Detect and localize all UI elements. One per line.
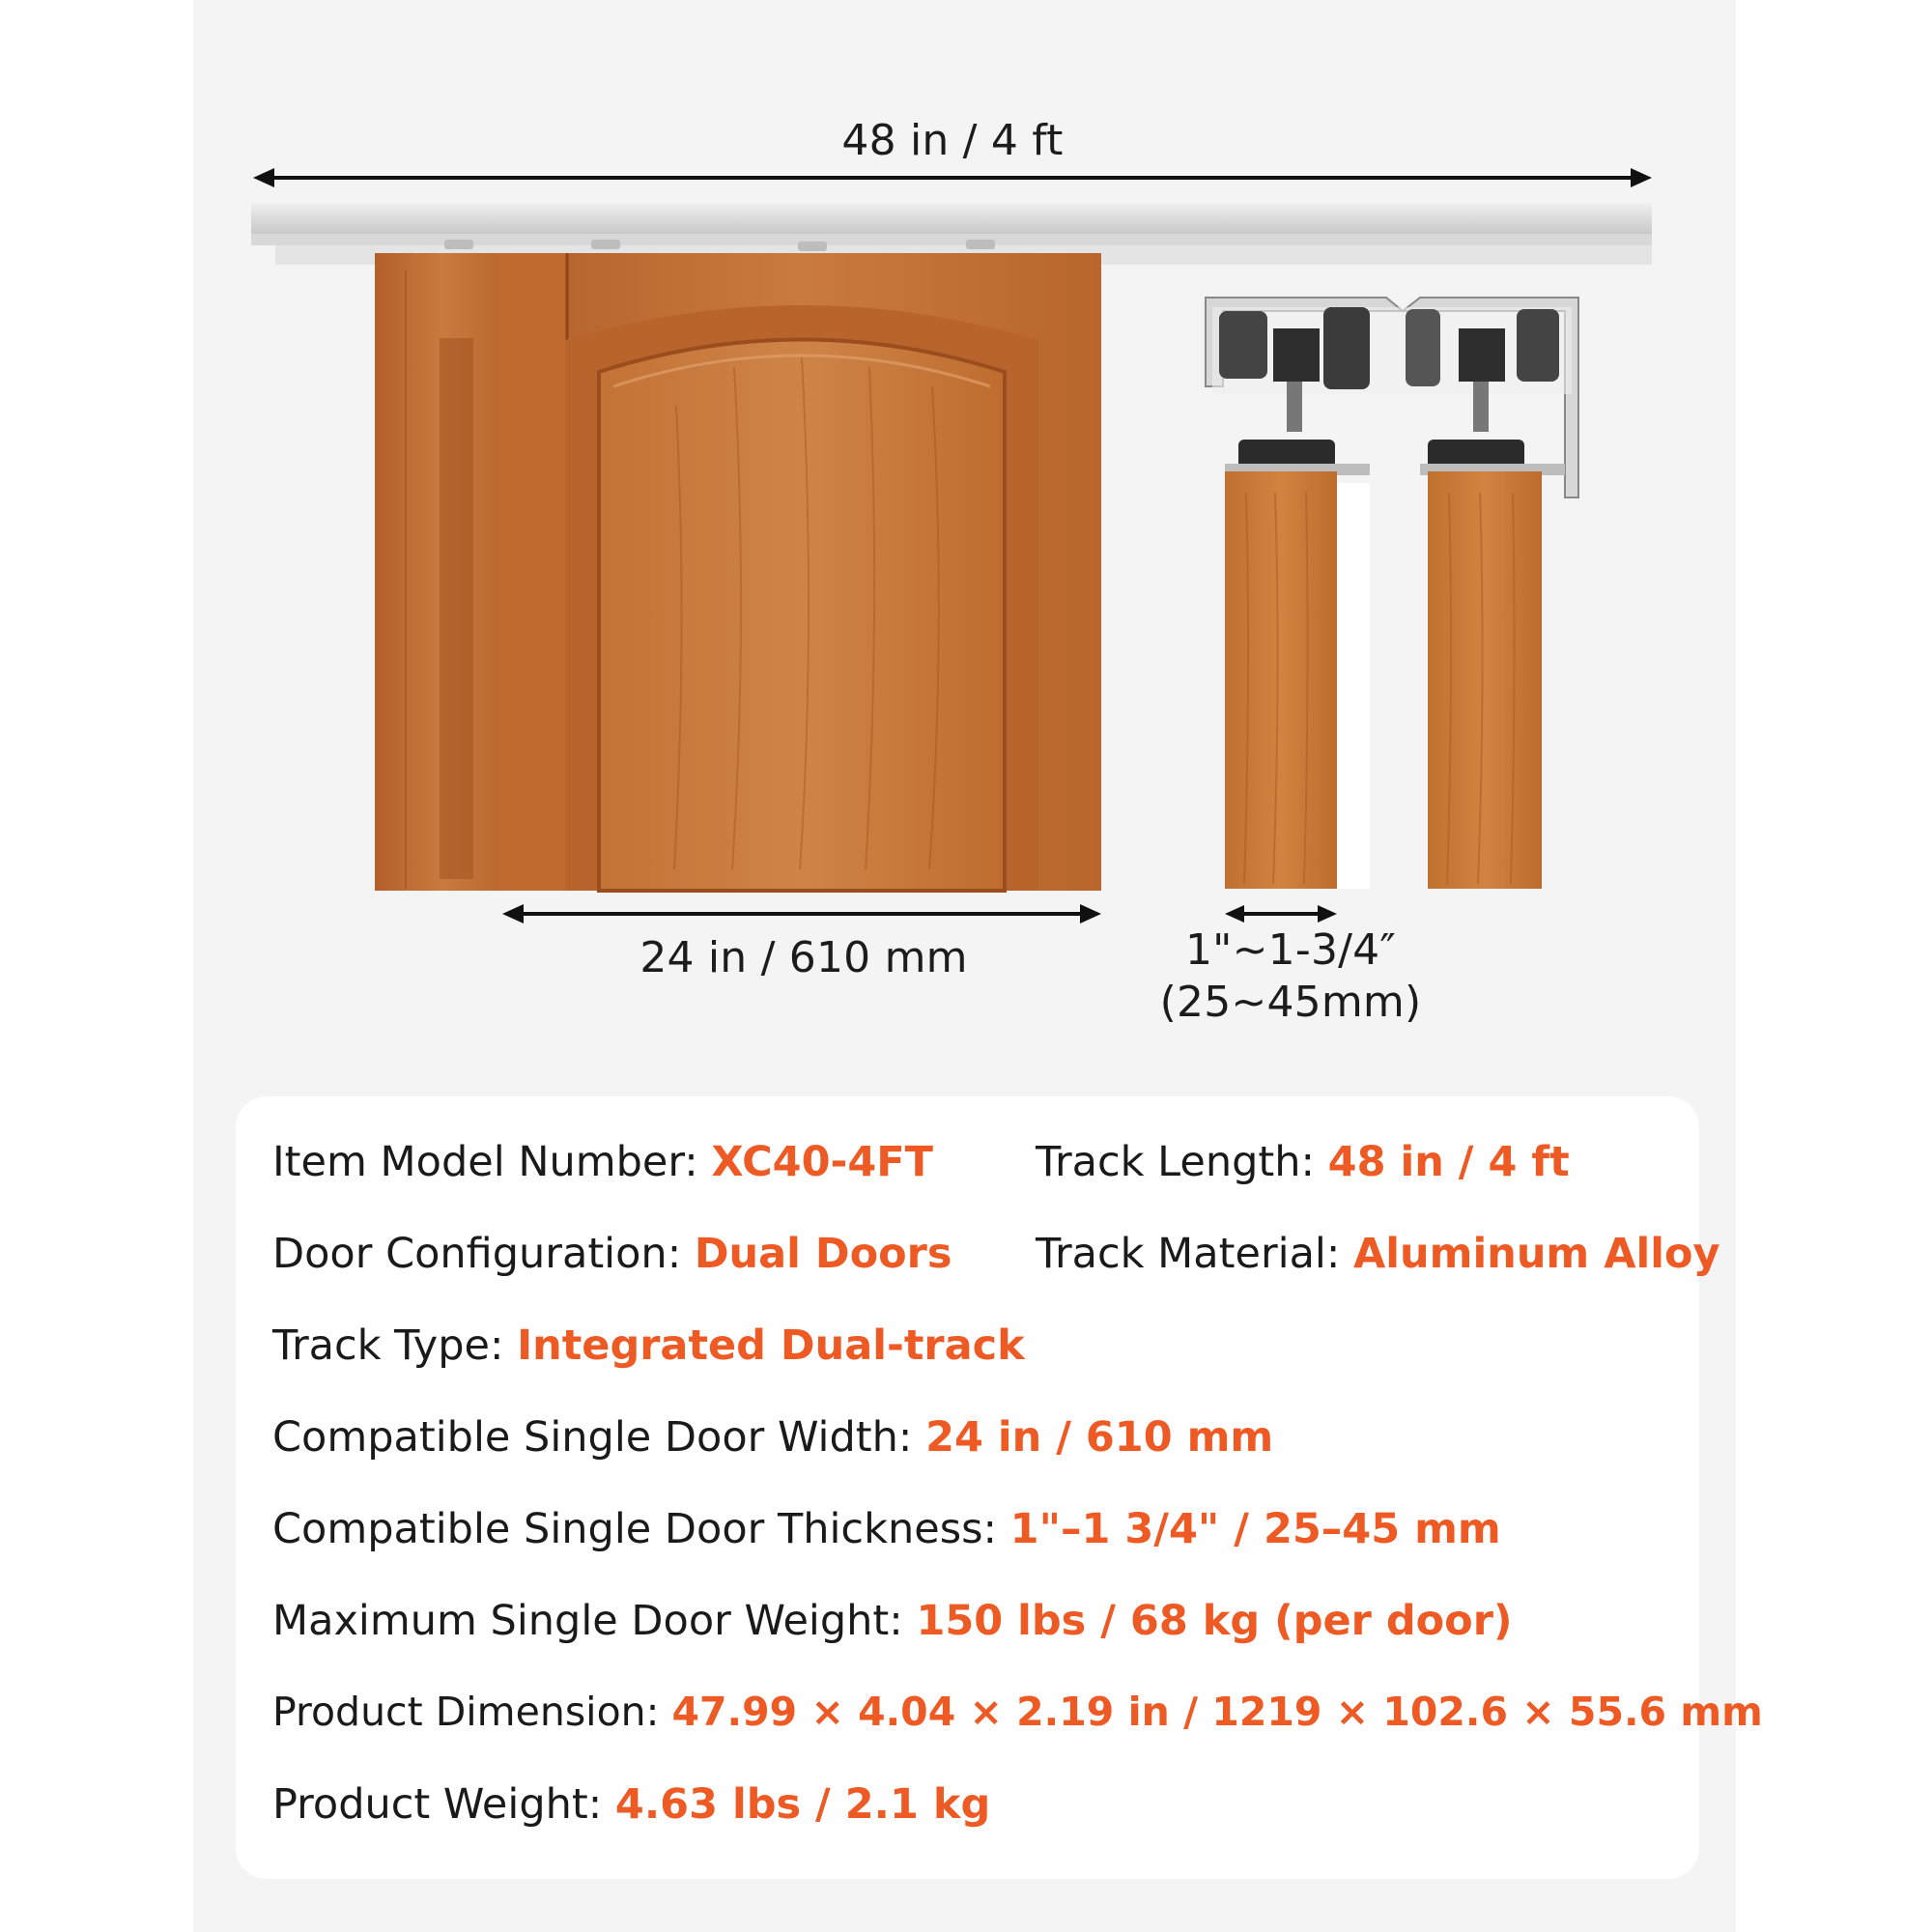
- spec-value: 1"–1 3/4" / 25–45 mm: [1009, 1505, 1501, 1553]
- spec-product-weight: [272, 1780, 991, 1829]
- spec-value: Dual Doors: [694, 1230, 952, 1278]
- door-cross-section-left: [1225, 471, 1370, 889]
- spec-value: 150 lbs / 68 kg (per door): [916, 1597, 1513, 1645]
- spec-value: Aluminum Alloy: [1353, 1230, 1720, 1278]
- spec-door-configuration: [272, 1230, 952, 1278]
- back-door: [375, 253, 510, 891]
- spec-value: 47.99 × 4.04 × 2.19 in / 1219 × 102.6 × 55.6 mm: [671, 1689, 1763, 1735]
- spec-value: XC40-4FT: [711, 1138, 933, 1186]
- thickness-label-line1: 1"~1-3/4″: [1184, 925, 1397, 975]
- thickness-label-line2: (25~45mm): [1159, 978, 1422, 1027]
- spec-key: Product Weight:: [272, 1780, 615, 1829]
- spec-key: Compatible Single Door Thickness:: [272, 1505, 1010, 1553]
- thickness-arrow: [1225, 905, 1337, 923]
- spec-track-material: [1036, 1230, 1720, 1278]
- spec-key: Compatible Single Door Width:: [272, 1413, 926, 1462]
- door-width-arrow: [502, 904, 1101, 923]
- spec-value: 48 in / 4 ft: [1327, 1138, 1570, 1186]
- spec-key: Track Length:: [1036, 1138, 1328, 1186]
- spec-door-width: [272, 1413, 1274, 1462]
- roller-hardware-side-view: [1206, 298, 1578, 497]
- spec-key: Track Type:: [272, 1321, 518, 1370]
- spec-door-thickness: [272, 1505, 1501, 1553]
- spec-track-type: [272, 1321, 1025, 1370]
- spec-item-model-number: [272, 1138, 933, 1186]
- spec-key: Product Dimension:: [272, 1689, 672, 1735]
- spec-product-dimension: [272, 1689, 1763, 1735]
- spec-value: Integrated Dual-track: [517, 1321, 1025, 1370]
- spec-key: Door Configuration:: [272, 1230, 695, 1278]
- spec-value: 4.63 lbs / 2.1 kg: [614, 1780, 991, 1829]
- front-door: [497, 253, 1101, 891]
- spec-key: Item Model Number:: [272, 1138, 712, 1186]
- spec-max-door-weight: [272, 1597, 1513, 1645]
- spec-track-length: [1036, 1138, 1570, 1186]
- spec-key: Track Material:: [1036, 1230, 1354, 1278]
- door-width-label: 24 in / 610 mm: [639, 933, 968, 982]
- spec-value: 24 in / 610 mm: [925, 1413, 1274, 1462]
- track-length-label: 48 in / 4 ft: [841, 116, 1064, 165]
- spec-card: [236, 1096, 1699, 1879]
- door-cross-section-right: [1428, 471, 1542, 889]
- track-length-arrow: [253, 168, 1652, 187]
- spec-key: Maximum Single Door Weight:: [272, 1597, 917, 1645]
